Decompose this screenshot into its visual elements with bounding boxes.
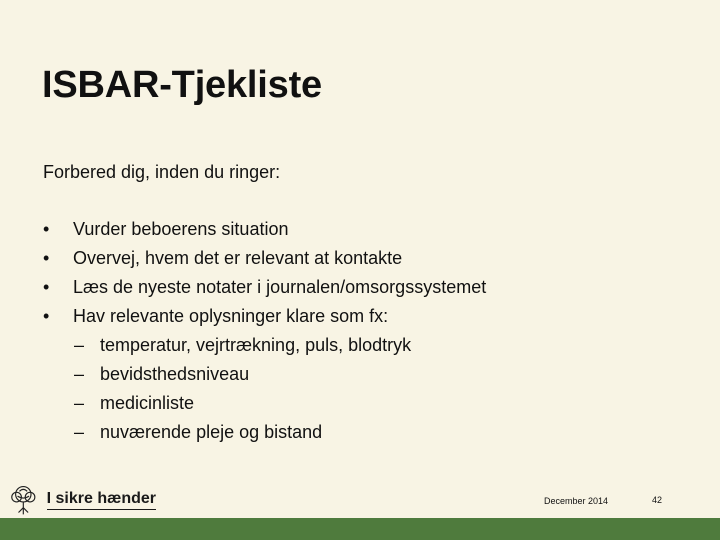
bullet-item: • Hav relevante oplysninger klare som fx: bbox=[43, 305, 486, 334]
sub-bullet-item: – temperatur, vejrtrækning, puls, blodtryk bbox=[43, 334, 486, 363]
bottom-bar bbox=[0, 518, 720, 540]
logo-text: I sikre hænder bbox=[47, 490, 156, 510]
slide-title: ISBAR-Tjekliste bbox=[42, 64, 322, 106]
tree-logo-icon bbox=[6, 482, 41, 518]
sub-bullet-item: – nuværende pleje og bistand bbox=[43, 421, 486, 450]
bullet-item: • Overvej, hvem det er relevant at kontakte bbox=[43, 247, 486, 276]
footer-logo bbox=[6, 482, 156, 518]
bullet-item: • Læs de nyeste notater i journalen/omsorgssystemet bbox=[43, 276, 486, 305]
bullet-list bbox=[43, 218, 486, 450]
sub-bullet-item: – bevidsthedsniveau bbox=[43, 363, 486, 392]
bullet-item: • Vurder beboerens situation bbox=[43, 218, 486, 247]
intro-text: Forbered dig, inden du ringer: bbox=[43, 162, 281, 182]
sub-bullet-item: – medicinliste bbox=[43, 392, 486, 421]
page-number: 42 bbox=[652, 495, 663, 505]
footer-date: December 2014 bbox=[544, 496, 609, 506]
